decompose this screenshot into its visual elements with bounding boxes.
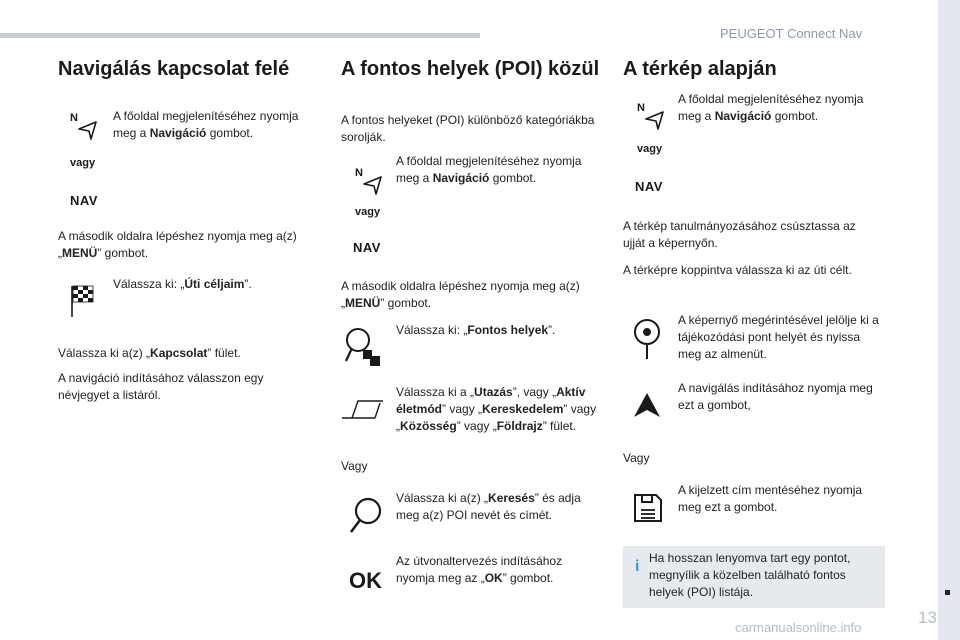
step-start-text: A navigálás indításához nyomja meg ezt a gombot, (678, 381, 873, 412)
poi-search-icon (344, 327, 382, 367)
info-icon: i (635, 558, 640, 575)
step-search-text: Válassza ki a(z) „Keresés” és adja meg a(z) POI nevét és címét. (396, 491, 581, 522)
svg-text:N: N (70, 112, 78, 124)
or-label: vagy (637, 143, 663, 155)
side-marker (945, 590, 950, 595)
navigation-icon (637, 100, 667, 130)
tab-icon (341, 398, 385, 420)
header-rule (0, 33, 480, 38)
nav-button-icon: NAV (70, 193, 98, 208)
svg-text:N: N (637, 102, 645, 114)
info-note-text: Ha hosszan lenyomva tart egy pontot, megnyílik a közelben található fontos helyek (POI) listája. (649, 551, 851, 599)
step-ok-text: Az útvonaltervezés indításához nyomja meg az „OK” gombot. (396, 554, 563, 585)
contact-tab-text: Válassza ki a(z) „Kapcsolat” fület. (58, 346, 241, 360)
header-title: PEUGEOT Connect Nav (720, 26, 863, 41)
menu-text: A második oldalra lépéshez nyomja meg a(z) „MENÜ” gombot. (58, 229, 297, 260)
navigation-icon (70, 110, 100, 140)
page-number: 13 (918, 608, 937, 627)
svg-text:N: N (355, 167, 363, 179)
section-title: Navigálás kapcsolat felé (58, 58, 290, 80)
ok-button-icon: OK (349, 568, 382, 593)
or-label: Vagy (341, 459, 368, 473)
start-navigation-icon (633, 392, 661, 418)
search-icon (348, 496, 384, 534)
step-category-tabs-text: Válassza ki a „Utazás”, vagy „Aktív életmód” vagy „Kereskedelem” vagy „Közösség” vagy „Földrajz” fület. (396, 385, 597, 433)
checkered-flag-icon (70, 284, 100, 318)
step-pin-text: A képernyő megérintésével jelölje ki a tájékozódási pont helyét és nyissa meg az almenüt. (678, 313, 879, 361)
start-navigation-text: A navigáció indításához válasszon egy névjegyet a listáról. (58, 371, 264, 402)
map-swipe-text: A térkép tanulmányozásához csúsztassa az ujját a képernyőn. (623, 219, 856, 250)
nav-button-icon: NAV (635, 179, 663, 194)
section-title: A térkép alapján (623, 58, 777, 80)
step-home-text: A főoldal megjelenítéséhez nyomja meg a Navigáció gombot. (678, 92, 864, 123)
map-tap-text: A térképre koppintva válassza ki az úti célt. (623, 263, 852, 277)
poi-intro-text: A fontos helyeket (POI) különböző kategóriákba sorolják. (341, 113, 595, 144)
section-title: A fontos helyek (POI) közül (341, 58, 600, 80)
save-icon (632, 492, 664, 524)
step-save-text: A kijelzett cím mentéséhez nyomja meg ezt a gombot. (678, 483, 863, 514)
or-label: vagy (70, 157, 96, 169)
info-note (623, 546, 885, 608)
or-label: vagy (355, 206, 381, 218)
menu-text: A második oldalra lépéshez nyomja meg a(z) „MENÜ” gombot. (341, 279, 580, 310)
or-label: Vagy (623, 451, 650, 465)
navigation-icon (355, 165, 385, 195)
step-home-text: A főoldal megjelenítéséhez nyomja meg a Navigáció gombot. (396, 154, 582, 185)
side-band (938, 0, 960, 640)
watermark: carmanualsonline.info (735, 620, 862, 635)
nav-button-icon: NAV (353, 240, 381, 255)
step-destinations-text: Válassza ki: „Úti céljaim”. (113, 277, 252, 291)
map-pin-icon (633, 318, 661, 360)
step-poi-text: Válassza ki: „Fontos helyek”. (396, 323, 556, 337)
step-home-text: A főoldal megjelenítéséhez nyomja meg a Navigáció gombot. (113, 109, 299, 140)
